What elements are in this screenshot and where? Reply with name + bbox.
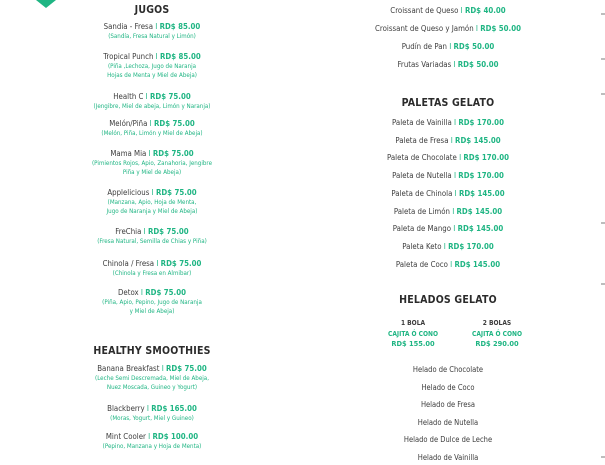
- menu-item: [344, 60, 552, 70]
- item-description: (Jengibre, Miel de abeja, Limón y Naranja): [93, 103, 211, 110]
- menu-item-line: [48, 52, 256, 62]
- menu-item: [344, 136, 552, 146]
- price-separator: I: [460, 6, 463, 15]
- menu-item: [48, 92, 256, 111]
- item-price: RD$ 100.00: [152, 432, 199, 441]
- item-description: (Pimientos Rojos, Apio, Zanahoria, Jengibre: [92, 160, 212, 167]
- menu-item: [344, 6, 552, 16]
- menu-item: [48, 404, 256, 423]
- item-name: Mama Mia: [110, 149, 147, 158]
- item-description: (Piña ,Lechoza, Jugo de Naranja: [107, 63, 197, 70]
- item-price: RD$ 50.00: [480, 24, 521, 33]
- item-name: Paleta de Vainilla: [392, 118, 452, 127]
- item-price: RD$ 40.00: [464, 6, 506, 15]
- flavor-item: Helado de Coco: [421, 382, 475, 392]
- item-description: (Sandía, Fresa Natural y Limón): [108, 33, 196, 40]
- item-name: Paleta Keto: [402, 241, 442, 251]
- menu-item: [344, 42, 552, 52]
- item-price: RD$ 75.00: [145, 288, 186, 297]
- menu-item: [344, 118, 552, 128]
- helado-option-1-bola: [378, 318, 448, 350]
- flavor-item: Helado de Vainilla: [417, 453, 479, 462]
- item-description: Jugo de Naranja y Miel de Abeja): [106, 208, 198, 215]
- item-name: Melón/Piña: [109, 119, 148, 128]
- price-separator: I: [443, 241, 446, 251]
- item-name: Paleta de Chinola: [391, 188, 453, 198]
- menu-item-line: [48, 227, 256, 237]
- menu-item: [48, 364, 256, 392]
- item-name: Health C: [113, 92, 144, 101]
- price-separator: I: [155, 22, 158, 31]
- item-name: Paleta de Limón: [393, 206, 450, 216]
- item-name: Detox: [118, 288, 139, 297]
- item-name: Frutas Variadas: [397, 60, 452, 69]
- item-name: Chinola / Fresa: [102, 259, 155, 268]
- menu-item-line: [48, 119, 256, 129]
- item-description: (Melón, Piña, Limón y Miel de Abeja): [101, 130, 203, 137]
- item-price: RD$ 50.00: [457, 60, 499, 69]
- price-separator: I: [453, 60, 456, 69]
- menu-item-line: [48, 92, 256, 102]
- price-separator: I: [155, 52, 158, 61]
- section-title-smoothies: HEALTHY SMOOTHIES: [93, 345, 211, 357]
- item-price: RD$ 145.00: [456, 206, 503, 216]
- option-sub: CAJITA Ó CONO: [471, 329, 523, 338]
- menu-item: [48, 188, 256, 216]
- item-price: RD$ 75.00: [152, 149, 194, 158]
- item-name: Banana Breakfast: [97, 364, 160, 373]
- menu-item: [48, 149, 256, 177]
- menu-item: [48, 119, 256, 138]
- item-description: Piña y Miel de Abeja): [122, 169, 182, 176]
- item-name: Mint Cooler: [105, 432, 146, 441]
- item-name: Applelicious: [107, 188, 150, 197]
- item-description: (Piña, Apio, Pepino, Jugo de Naranja: [102, 299, 202, 306]
- flavor-item: Helado de Nutella: [417, 417, 479, 427]
- item-price: RD$ 170.00: [458, 118, 504, 127]
- price-separator: I: [143, 227, 146, 236]
- price-separator: I: [453, 171, 457, 181]
- item-name: Paleta de Fresa: [395, 135, 449, 145]
- item-description: y Miel de Abeja): [129, 308, 175, 315]
- option-price: RD$ 290.00: [475, 339, 519, 348]
- price-separator: I: [452, 206, 455, 216]
- menu-item: [48, 432, 256, 451]
- menu-item: [344, 24, 552, 34]
- item-price: RD$ 145.00: [454, 259, 501, 269]
- item-price: RD$ 85.00: [159, 22, 201, 31]
- item-price: RD$ 85.00: [159, 52, 201, 61]
- helado-option-2-bolas: [462, 318, 532, 350]
- item-price: RD$ 145.00: [458, 188, 505, 198]
- item-price: RD$ 75.00: [149, 92, 191, 101]
- item-name: Croissant de Queso y Jamón: [375, 24, 474, 33]
- price-separator: I: [475, 24, 478, 33]
- menu-item: [48, 227, 256, 246]
- menu-item: [344, 242, 552, 252]
- menu-item: [48, 22, 256, 41]
- price-separator: I: [450, 259, 453, 269]
- item-price: RD$ 50.00: [453, 42, 495, 51]
- price-separator: I: [454, 118, 457, 127]
- menu-item: [344, 207, 552, 217]
- menu-item: [344, 260, 552, 270]
- price-separator: I: [151, 188, 154, 197]
- menu-item-line: [48, 432, 256, 442]
- item-description: Hojas de Menta y Miel de Abeja): [107, 72, 197, 79]
- item-name: Paleta de Chocolate: [387, 153, 457, 163]
- menu-item: [48, 259, 256, 278]
- item-price: RD$ 170.00: [448, 241, 494, 251]
- menu-item-line: [48, 288, 256, 298]
- price-separator: I: [145, 92, 148, 101]
- price-separator: I: [453, 224, 456, 234]
- menu-item: [344, 153, 552, 163]
- menu-item: [344, 189, 552, 199]
- price-separator: I: [161, 364, 164, 373]
- item-description: (Fresa Natural, Semilla de Chias y Piña): [97, 238, 207, 245]
- item-price: RD$ 165.00: [151, 404, 197, 413]
- flavor-item: Helado de Fresa: [420, 400, 476, 410]
- item-price: RD$ 75.00: [147, 227, 189, 236]
- price-separator: I: [149, 119, 152, 128]
- item-price: RD$ 145.00: [457, 224, 504, 234]
- item-price: RD$ 75.00: [166, 364, 207, 373]
- flavor-item: Helado de Dulce de Leche: [403, 435, 493, 445]
- item-name: Pudín de Pan: [401, 42, 447, 51]
- option-label: 2 BOLAS: [482, 319, 512, 327]
- price-separator: I: [140, 288, 143, 297]
- section-title-helados: HELADOS GELATO: [399, 294, 497, 306]
- item-description: (Leche Semi Descremada, Miel de Abeja,: [95, 375, 209, 382]
- flavor-item: Helado de Chocolate: [412, 365, 484, 374]
- item-name: Croissant de Queso: [390, 6, 459, 15]
- price-separator: I: [449, 42, 452, 51]
- item-description: (Moras, Yogurt, Miel y Guineo): [110, 415, 194, 422]
- item-price: RD$ 170.00: [463, 153, 509, 163]
- menu-item: [344, 171, 552, 181]
- menu-item-line: [48, 364, 256, 374]
- option-price: RD$ 155.00: [391, 339, 435, 348]
- section-title-paletas: PALETAS GELATO: [401, 97, 495, 109]
- item-price: RD$ 145.00: [455, 135, 501, 145]
- menu-item-line: [48, 404, 256, 414]
- item-description: (Manzana, Apio, Hoja de Menta,: [107, 199, 197, 206]
- price-separator: I: [454, 188, 457, 198]
- item-name: Tropical Punch: [103, 52, 154, 61]
- menu-item: [48, 52, 256, 80]
- section-title-jugos: JUGOS: [134, 4, 170, 16]
- option-label: 1 BOLA: [400, 319, 426, 327]
- item-price: RD$ 75.00: [153, 119, 195, 128]
- page-edge: [598, 0, 605, 465]
- menu-item: [48, 288, 256, 316]
- item-description: (Chinola y Fresa en Almibar): [112, 270, 192, 277]
- item-description: (Pepino, Manzana y Hoja de Menta): [102, 443, 202, 450]
- option-sub: CAJITA Ó CONO: [387, 329, 439, 338]
- menu-item-line: [48, 259, 256, 269]
- item-name: Sandia - Fresa: [103, 22, 154, 31]
- menu-item-line: [48, 149, 256, 159]
- item-name: Blackberry: [107, 404, 145, 413]
- menu-item-line: [48, 22, 256, 32]
- item-name: Paleta de Nutella: [392, 171, 452, 181]
- price-separator: I: [148, 432, 151, 441]
- price-separator: I: [148, 149, 151, 158]
- price-separator: I: [459, 153, 462, 163]
- item-description: Nuez Moscada, Guineo y Yogurt): [106, 384, 198, 391]
- menu-item-line: [48, 188, 256, 198]
- item-name: Paleta de Coco: [395, 259, 448, 269]
- price-separator: I: [156, 259, 159, 268]
- item-price: RD$ 75.00: [160, 259, 202, 268]
- price-separator: I: [146, 404, 149, 413]
- item-name: Paleta de Mango: [392, 224, 452, 234]
- item-name: FreChia: [115, 227, 142, 236]
- menu-item: [344, 224, 552, 234]
- item-price: RD$ 75.00: [155, 188, 197, 197]
- price-separator: I: [450, 135, 453, 145]
- item-price: RD$ 170.00: [458, 171, 504, 181]
